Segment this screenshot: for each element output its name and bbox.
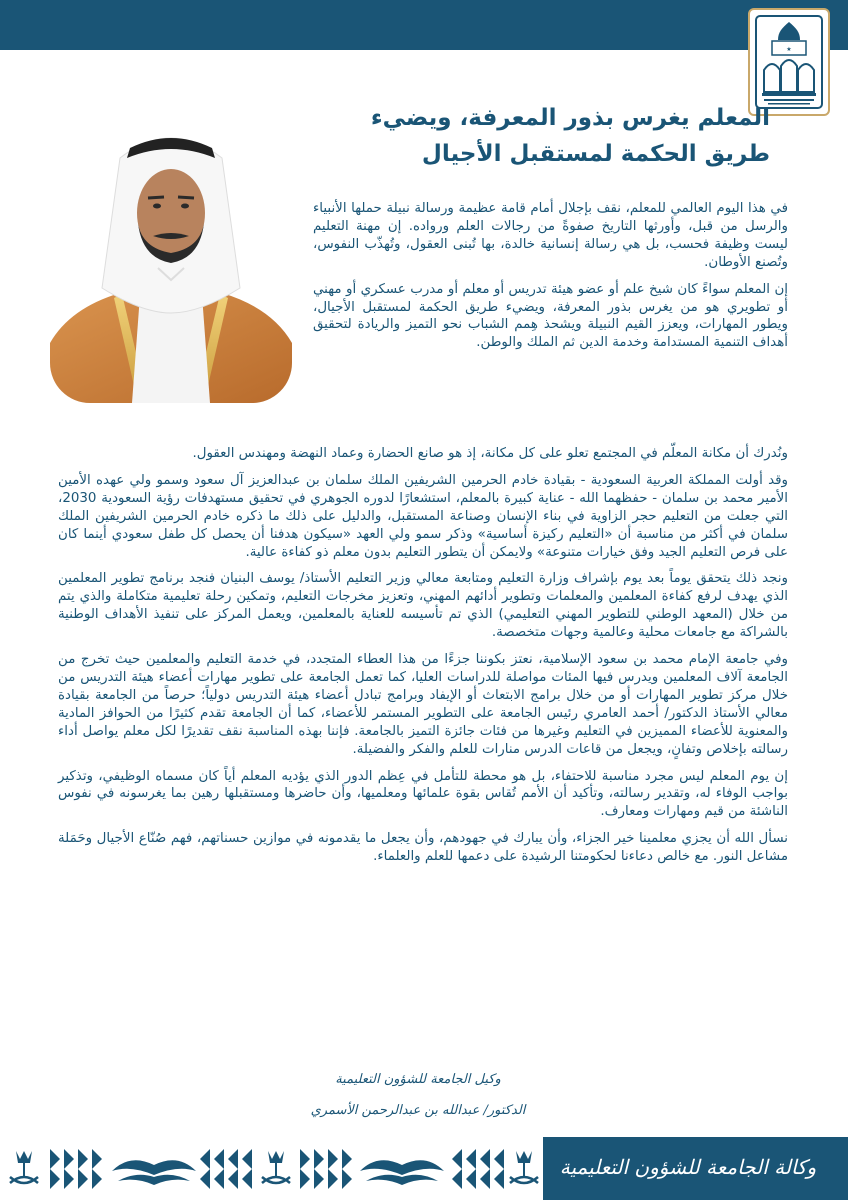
paragraph-4: وقد أولت المملكة العربية السعودية - بقيادة خادم الحرمين الشريفين الملك سلمان بن عبدالعزيز آل سعود وسمو ولي عهده الأمين الأمير محمد بن سلمان - حفظهما الله - عناية كبيرة بالمعلم، استشعارًا لدوره الجوهري في تحقيق مستهدفات رؤية السعودية 2030، التي جعلت من التعليم حجر الزاوية في بناء الإنسان وصناعة المستقبل، والدليل على ذلك ما ذكره خادم الحرمين الشريفين الملك سلمان في أكثر من مناسبة أن «التعليم ركيزة أساسية» وذكر سمو ولي العهد «سيكون هدفنا أن يحصل كل طفل سعودي أينما كان على فرص التعليم الجيد وفق خيارات متنوعة» ولايمكن أن يتطور التعليم بدون معلم ذو كفاءة عالية. [58,472,788,560]
signature-name: الدكتور/ عبدالله بن عبدالرحمن الأسمري [310,1103,526,1118]
portrait-photo [50,118,292,403]
book-wings-icon [360,1160,444,1185]
paragraph-8: نسأل الله أن يجزي معلمينا خير الجزاء، وأن يبارك في جهودهم، وأن يجعل ما يقدمونه في موازين حسناتهم، فهم صُنّاع الأجيال وحَمَلة مشاعل النور. مع خالص دعاءنا لحكومتنا الرشيدة على دعمها للعلم والعلماء. [58,831,788,865]
paragraph-7: إن يوم المعلم ليس مجرد مناسبة للاحتفاء، بل هو محطة للتأمل في عِظم الدور الذي يؤديه المعلم أياً كان مسماه الوظيفي، وتذكير بواجب الوفاء له، وتقدير رسالته، وتأكيد أن الأمم تُقاس بقوة علمائها ومعلميها، وأن حاضرها ومستقبلها رهين بما يغرسونه في نفوس الناشئة من قيم ومهارات ومعارف. [58,768,788,820]
chevron-pattern-icon [50,1149,102,1189]
intro-column [313,200,788,361]
paragraph-6: وفي جامعة الإمام محمد بن سعود الإسلامية، نعتز بكوننا جزءًا من هذا العطاء المتجدد، في خدمة التعليم والمعلمين حيث تخرج من الجامعة آلاف المعلمين ويدرس فيها المئات مواصلة للدراسات العليا، كما تعمل الجامعة على تطوير مهارات أعضاء هيئة التدريس من خلال مركز تطوير المهارات أو من خلال برامج الابتعاث أو الإيفاد وبرامج تبادل أعضاء هيئة التدريس دولياً؛ حرصاً من الجامعة بقيادة معالي الأستاذ الدكتور/ أحمد العامري رئيس الجامعة على التطوير المستمر للأعضاء، كما أن الجامعة تقدم كثيرًا من الحوافز المادية والمعنوية للأعضاء المميزين في التعليم وغيرها من فئات جائزة التميز بالجامعة. فإننا بهذه المناسبة نقف تقديرًا لكل معلم يواصل أداء رسالته بإخلاص وتفانٍ، ويجعل من قاعات الدرس منارات للعلم والفكر والفضيلة. [58,652,788,757]
palm-swords-icon [510,1151,538,1183]
paragraph-5: ونجد ذلك يتحقق يوماً بعد يوم بإشراف وزارة التعليم ومتابعة معالي وزير التعليم الأستاذ/ يوسف البنيان فنجد برنامج تطوير المعلمين الذي يهدف لرفع كفاءة المعلمين والمعلمات وتطوير أدائهم المهني، وتعزيز مخرجات التعليم، وتمكين رحلة تعليمية متكاملة والذي يتم من خلال (المعهد الوطني للتطوير المهني التعليمي) الذي تم تأسيسه للعناية بالمعلمين، ويعمل المركز على تنفيذ الأهداف الوطنية بالشراكة مع جامعات محلية وعالمية وجهات متخصصة. [58,571,788,641]
svg-text:★: ★ [786,46,792,53]
footer-label: وكالة الجامعة للشؤون التعليمية [559,1155,817,1179]
main-column [58,445,788,875]
chevron-pattern-icon [200,1149,252,1189]
paragraph-1: في هذا اليوم العالمي للمعلم، نقف بإجلال أمام قامة عظيمة ورسالة نبيلة حملها الأنبياء والرسل من قبل، وأورثها التاريخ صفوةً من رجالات العلم ورواده. إن مهنة التعليم ليست وظيفة فحسب، بل هي رسالة إنسانية خالدة، بها تُبنى العقول، وتُهذّب النفوس، وتُصنع الأوطان. [313,201,788,270]
book-wings-icon [112,1160,196,1185]
title-line-1: المعلم يغرس بذور المعرفة، ويضيء [370,105,770,131]
paragraph-3: ونُدرك أن مكانة المعلّم في المجتمع تعلو على كل مكانة، إذ هو صانع الحضارة وعماد النهضة ومهندس العقول. [192,446,788,461]
chevron-pattern-icon [300,1149,352,1189]
title-line-2: طريق الحكمة لمستقبل الأجيال [421,141,770,167]
top-banner [0,0,848,50]
chevron-pattern-icon [452,1149,504,1189]
paragraph-2: إن المعلم سواءً كان شيخ علم أو عضو هيئة تدريس أو معلم أو مدرب عسكري أو مهني أو تطويري هو من يغرس بذور المعرفة، ويضيء طريق الحكمة لمستقبل الأجيال، ويطور المهارات، ويعزز القيم النبيلة ويشحذ هِمم الشباب نحو التميز والريادة لتحقيق أهداف التنمية المستدامة وخدمة الدين ثم الملك والوطن. [313,281,788,351]
footer-pattern-strip [0,1137,543,1200]
signature-position: وكيل الجامعة للشؤون التعليمية [335,1072,501,1087]
article-title [250,100,770,172]
palm-swords-icon [262,1151,290,1183]
palm-swords-icon [10,1151,38,1183]
